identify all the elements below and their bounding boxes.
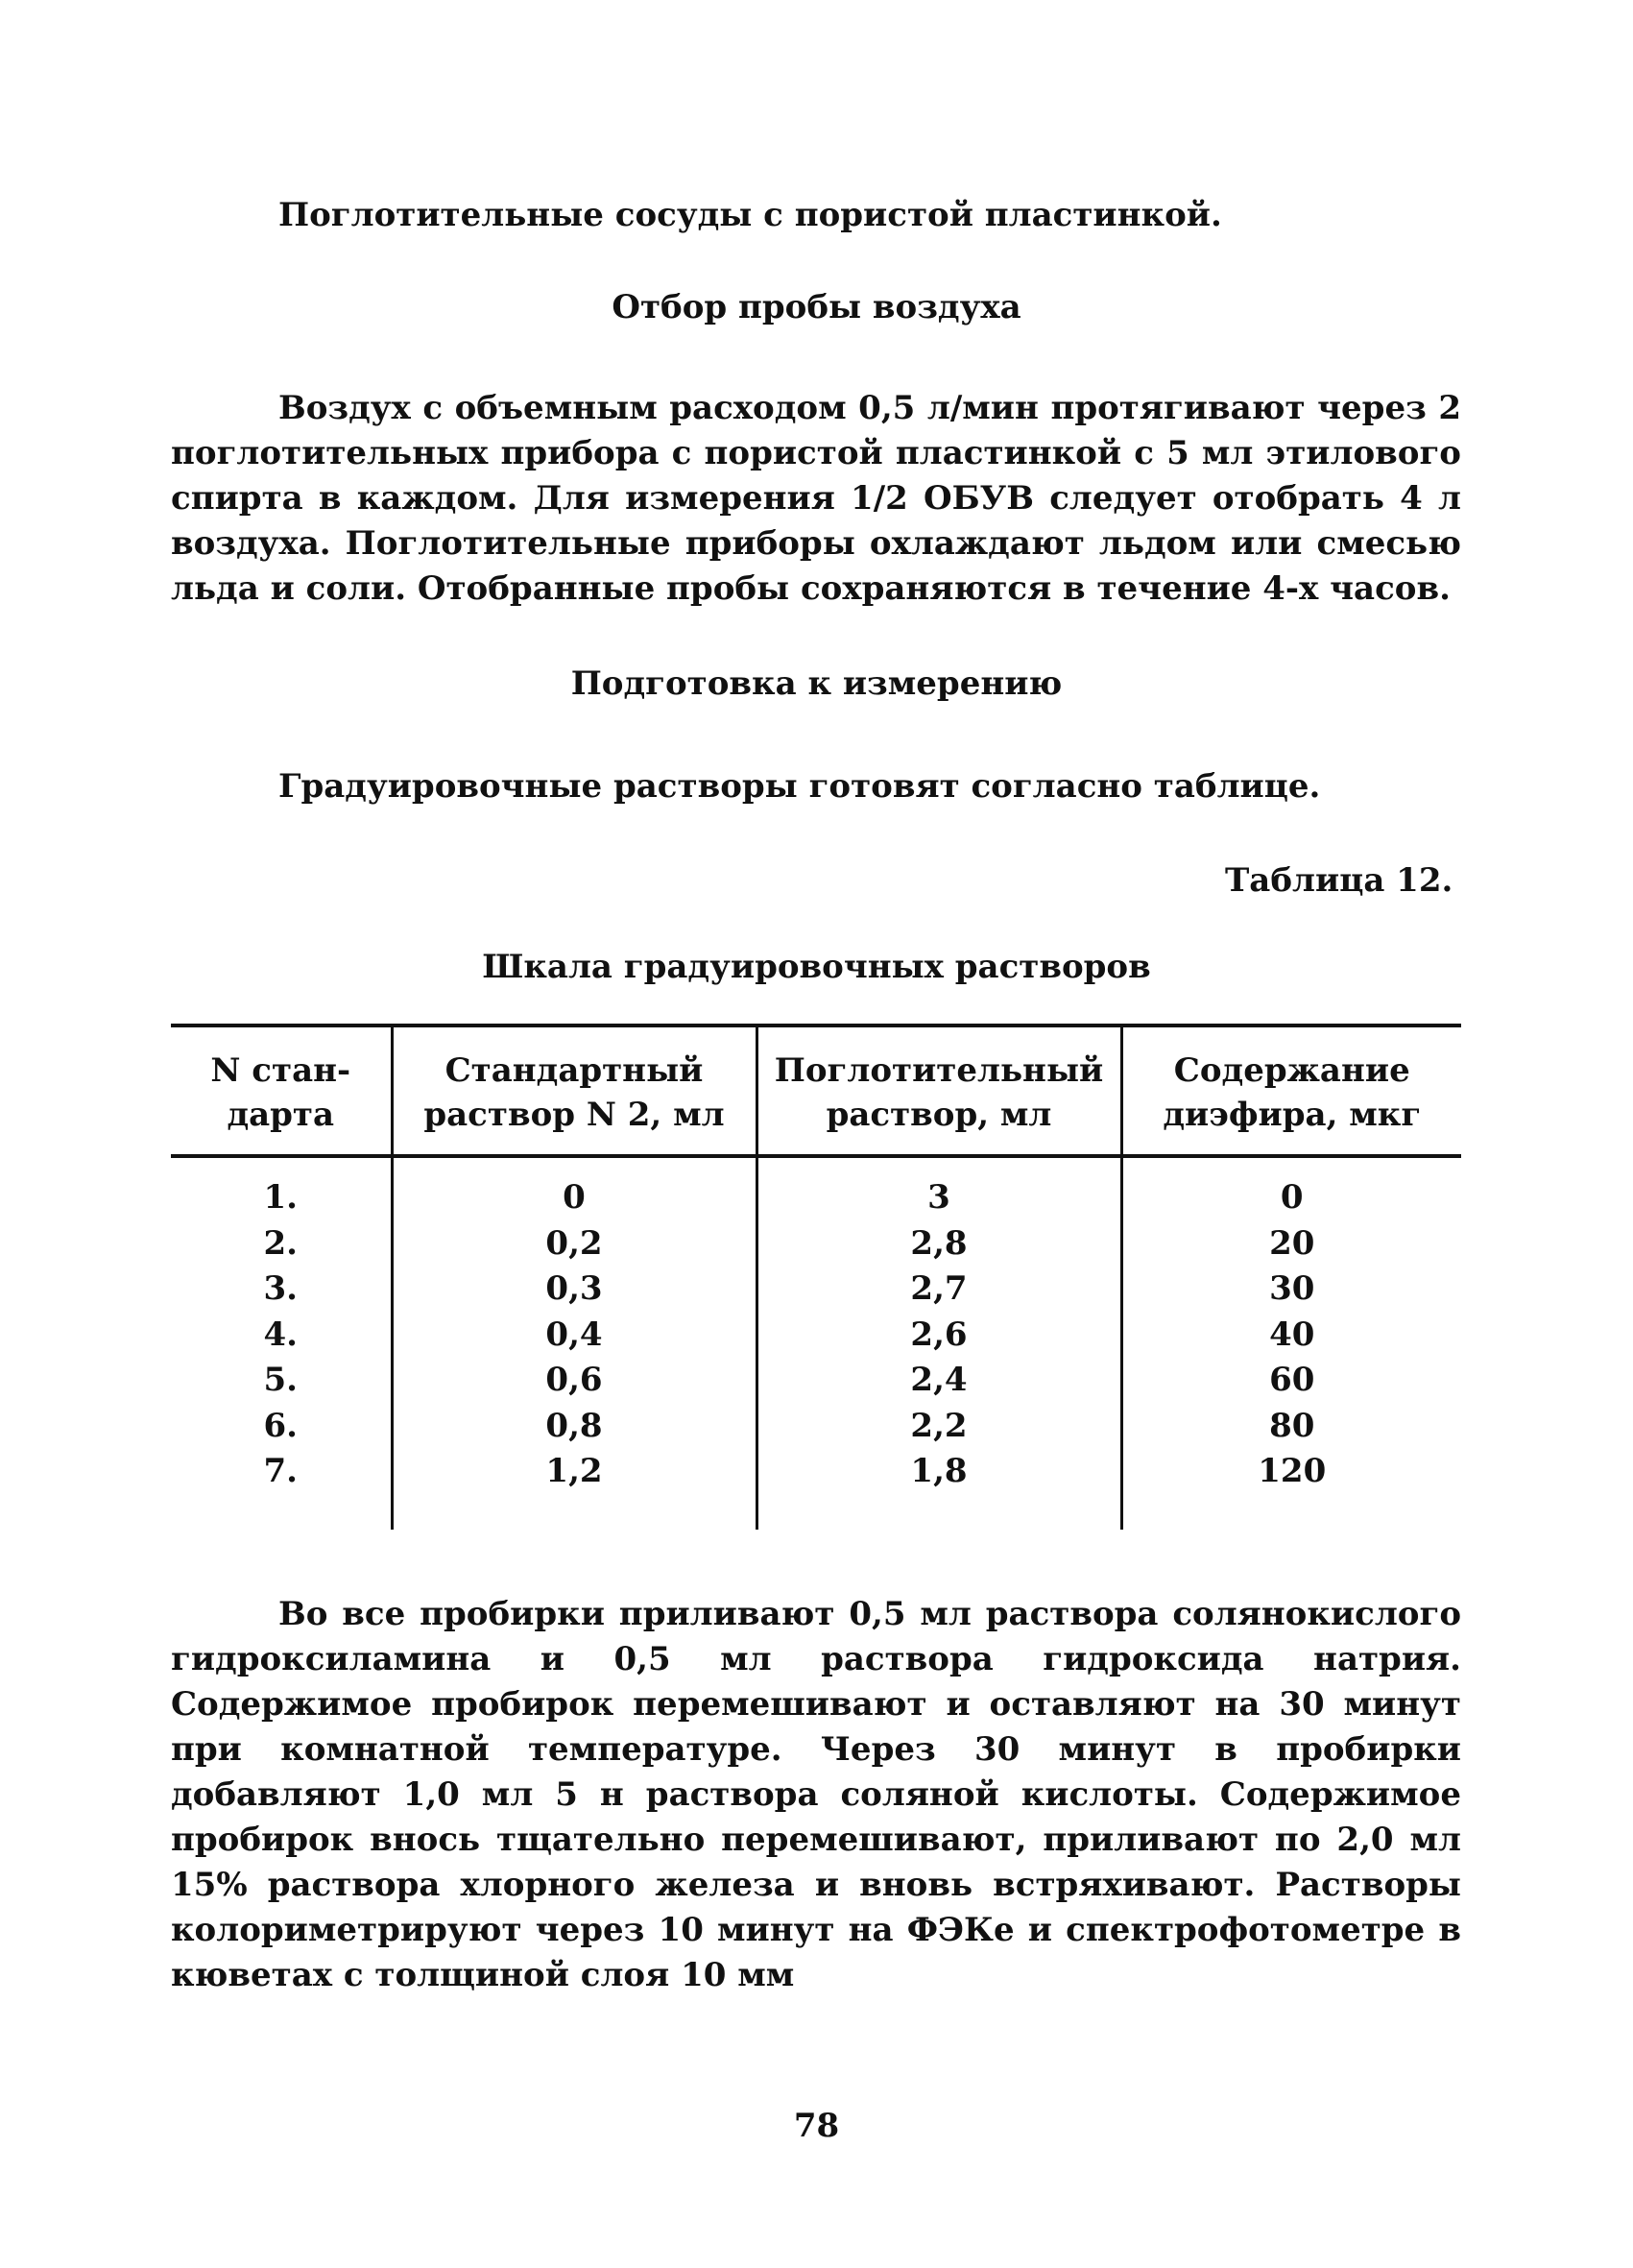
cell-standard-number: 2. [263, 1223, 298, 1263]
cell-standard-solution: 0,8 [392, 1404, 756, 1450]
cell-standard-solution: 1,2 [392, 1449, 756, 1530]
header-absorption-solution: Поглотительный раствор, мл [756, 1025, 1121, 1156]
preparation-heading: Подготовка к измерению [570, 664, 1063, 703]
cell-absorption-solution: 2,2 [756, 1404, 1121, 1450]
header-diester-content: Содержание диэфира, мкг [1121, 1025, 1461, 1156]
cell-standard-number: 3. [263, 1269, 298, 1308]
cell-absorption-solution: 2,7 [756, 1267, 1121, 1313]
header-standard-solution: Стандартный раствор N 2, мл [392, 1025, 756, 1156]
cell-diester-content: 20 [1121, 1221, 1461, 1267]
procedure-text: Во все пробирки приливают 0,5 мл раствора солянокислого гидроксиламина и 0,5 мл раствора гидроксида натрия. Содержимое пробирок перемешивают и оставляют на 30 минут при комнатной температуре. Через 30 минут в пробирки добавляют 1,0 мл 5 н раствора соляной кислоты. Содержимое пробирок внось тщательно перемешивают, приливают по 2,0 мл 15% раствора хлорного железа и вновь встряхивают. Растворы колориметрируют через 10 минут на ФЭКе и спектрофотометре в кюветах с толщиной слоя 10 мм [171, 1595, 1461, 1994]
preparation-text: Градуировочные растворы готовят согласно таблице. [278, 767, 1321, 806]
cell-absorption-solution: 1,8 [756, 1449, 1121, 1530]
sampling-paragraph [171, 386, 1461, 612]
cell-standard-number: 4. [263, 1315, 298, 1354]
table-row [171, 1221, 1461, 1267]
cell-standard-number: 5. [263, 1361, 298, 1399]
cell-absorption-solution: 2,4 [756, 1358, 1121, 1404]
table-row [171, 1267, 1461, 1313]
table-row [171, 1156, 1461, 1221]
cell-diester-content: 60 [1121, 1358, 1461, 1404]
cell-standard-solution: 0,2 [392, 1221, 756, 1267]
cell-diester-content: 0 [1121, 1156, 1461, 1221]
table-header-row [171, 1025, 1461, 1156]
page-number: 78 [793, 2107, 840, 2145]
sampling-heading: Отбор пробы воздуха [612, 288, 1021, 326]
cell-standard-solution: 0 [392, 1156, 756, 1221]
cell-standard-solution: 0,6 [392, 1358, 756, 1404]
cell-diester-content: 40 [1121, 1313, 1461, 1359]
intro-line: Поглотительные сосуды с пористой пластинкой. [278, 196, 1222, 234]
table-row [171, 1358, 1461, 1404]
cell-absorption-solution: 2,8 [756, 1221, 1121, 1267]
calibration-table [171, 1024, 1461, 1530]
procedure-paragraph [171, 1592, 1461, 1998]
table-label: Таблица 12. [1225, 861, 1453, 900]
cell-standard-number: 7. [263, 1452, 298, 1490]
table-title: Шкала градуировочных растворов [482, 948, 1151, 986]
table-row [171, 1449, 1461, 1530]
cell-diester-content: 120 [1121, 1449, 1461, 1530]
table-row [171, 1313, 1461, 1359]
header-standard-number: N стан- дарта [210, 1051, 351, 1134]
cell-absorption-solution: 2,6 [756, 1313, 1121, 1359]
sampling-text: Воздух с объемным расходом 0,5 л/мин протягивают через 2 поглотительных прибора с пористой пластинкой с 5 мл этилового спирта в каждом. Для измерения 1/2 ОБУВ следует отобрать 4 л воздуха. Поглотительные приборы охлаждают льдом или смесью льда и соли. Отобранные пробы сохраняются в течение 4-х часов. [171, 389, 1461, 608]
cell-standard-solution: 0,3 [392, 1267, 756, 1313]
cell-standard-solution: 0,4 [392, 1313, 756, 1359]
cell-standard-number: 6. [263, 1406, 298, 1445]
cell-standard-number: 1. [263, 1178, 298, 1217]
cell-diester-content: 80 [1121, 1404, 1461, 1450]
cell-absorption-solution: 3 [756, 1156, 1121, 1221]
calibration-table-area [171, 1024, 1461, 1530]
table-row [171, 1404, 1461, 1450]
cell-diester-content: 30 [1121, 1267, 1461, 1313]
